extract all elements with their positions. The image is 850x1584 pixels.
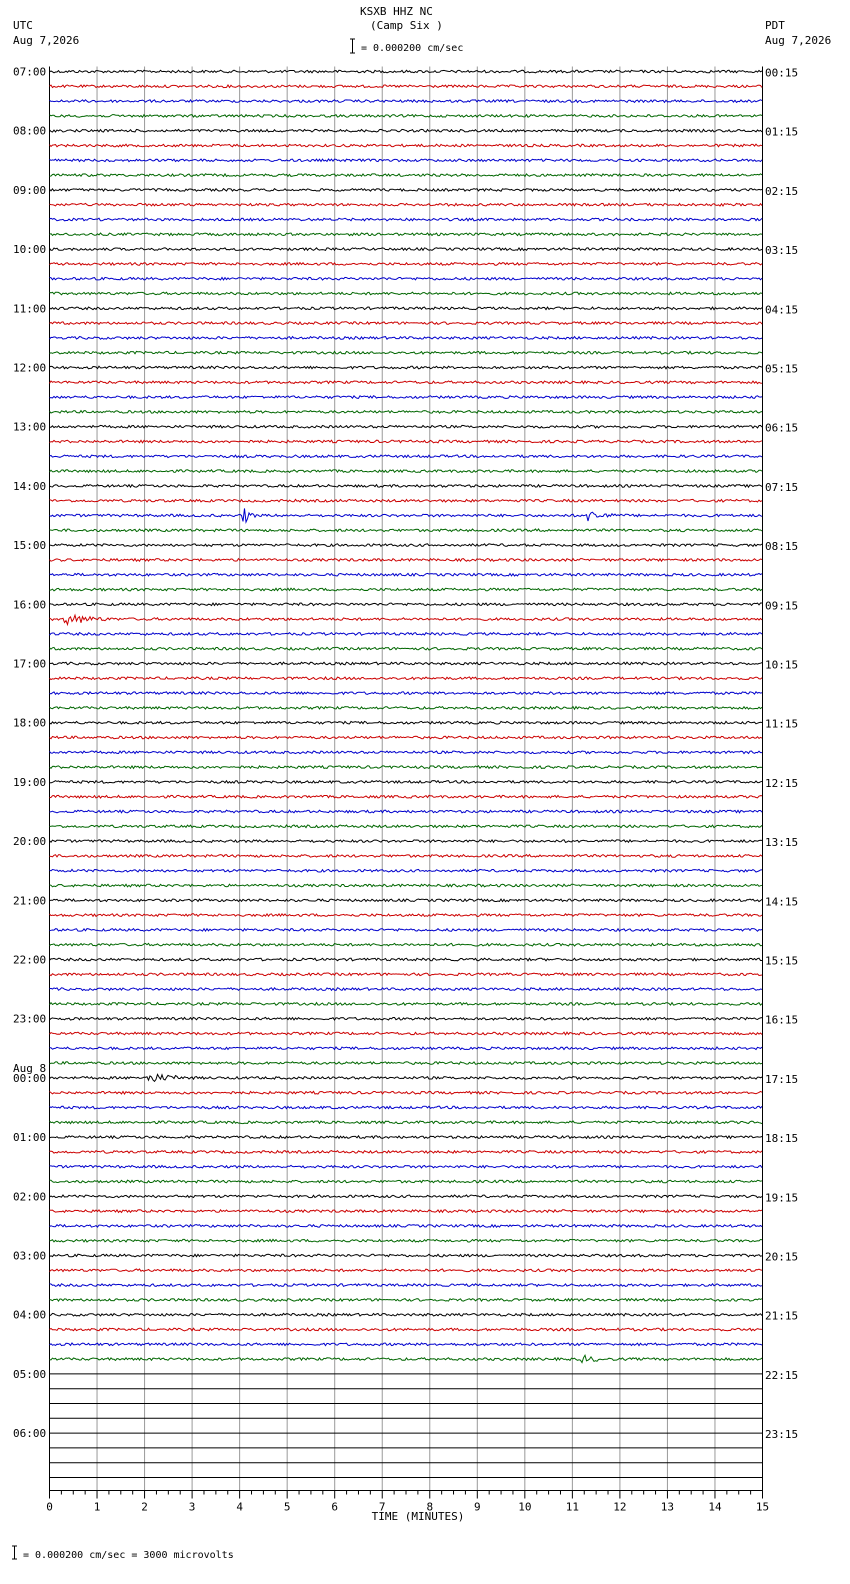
calibration-label: = 0.000200 cm/sec = 3000 microvolts: [23, 1550, 234, 1561]
utc-hour-label: 15:00: [13, 539, 47, 553]
seismic-trace: [50, 1003, 763, 1006]
x-tick-label: 12: [613, 1500, 627, 1514]
seismic-trace: [50, 485, 763, 488]
utc-hour-label: 16:00: [13, 598, 47, 612]
seismic-trace: [50, 529, 763, 532]
utc-hour-label: 18:00: [13, 716, 47, 730]
seismic-trace: [50, 100, 763, 103]
x-tick-label: 9: [473, 1500, 481, 1514]
seismic-trace: [50, 1047, 763, 1050]
pdt-hour-label: 13:15: [765, 836, 799, 850]
seismic-trace: [50, 396, 763, 399]
right-date: Aug 7,2026: [765, 34, 832, 47]
seismic-trace: [50, 508, 763, 522]
left-timezone: UTC: [13, 19, 33, 32]
utc-hour-label: 17:00: [13, 657, 47, 671]
x-tick-label: 0: [46, 1500, 53, 1514]
pdt-hour-label: 16:15: [765, 1013, 799, 1027]
seismic-trace: [50, 1299, 763, 1302]
pdt-hour-label: 04:15: [765, 303, 799, 317]
utc-hour-label: 11:00: [13, 302, 47, 316]
seismic-trace: [50, 899, 763, 902]
seismic-trace: [50, 1136, 763, 1139]
seismic-trace: [50, 1062, 763, 1065]
utc-hour-label: 03:00: [13, 1249, 47, 1263]
seismic-trace: [50, 115, 763, 118]
x-tick-label: 11: [565, 1500, 579, 1514]
seismic-trace: [50, 1032, 763, 1035]
seismic-trace: [50, 677, 763, 680]
seismic-trace: [50, 233, 763, 236]
seismic-trace: [50, 1239, 763, 1242]
pdt-hour-label: 22:15: [765, 1368, 799, 1382]
utc-hour-label: 02:00: [13, 1190, 47, 1204]
seismic-trace: [50, 411, 763, 414]
seismic-trace: [50, 588, 763, 591]
x-tick-label: 5: [283, 1500, 291, 1514]
utc-hour-label: 19:00: [13, 775, 47, 789]
seismic-trace: [50, 159, 763, 162]
seismic-trace: [50, 603, 763, 606]
x-tick-label: 8: [426, 1500, 434, 1514]
seismic-trace: [50, 721, 763, 724]
seismic-trace: [50, 1195, 763, 1198]
x-tick-label: 14: [708, 1500, 722, 1514]
seismic-trace: [50, 766, 763, 769]
seismic-trace: [50, 470, 763, 473]
seismic-trace: [50, 174, 763, 177]
x-tick-label: 2: [141, 1500, 148, 1514]
seismic-trace: [50, 795, 763, 798]
seismic-trace: [50, 129, 763, 132]
seismic-trace: [50, 366, 763, 369]
pdt-hour-label: 23:15: [765, 1428, 799, 1442]
seismic-trace: [50, 1343, 763, 1346]
seismic-trace: [50, 781, 763, 784]
seismic-trace: [50, 1284, 763, 1287]
seismic-trace: [50, 1106, 763, 1109]
site-subtitle: (Camp Six ): [370, 19, 443, 32]
seismic-trace: [50, 884, 763, 887]
utc-hour-label: 05:00: [13, 1367, 47, 1381]
x-tick-label: 10: [518, 1500, 532, 1514]
seismic-trace: [50, 455, 763, 458]
seismic-trace: [50, 425, 763, 428]
utc-hour-label: 06:00: [13, 1427, 47, 1441]
seismic-trace: [50, 810, 763, 813]
seismic-trace: [50, 381, 763, 384]
x-tick-label: 4: [236, 1500, 243, 1514]
seismic-trace: [50, 440, 763, 443]
seismic-trace: [50, 559, 763, 562]
seismic-trace: [50, 1328, 763, 1331]
utc-hour-label: 13:00: [13, 420, 47, 434]
utc-hour-label: 22:00: [13, 953, 47, 967]
seismic-trace: [50, 988, 763, 991]
pdt-hour-label: 01:15: [765, 125, 799, 139]
utc-hour-label: 09:00: [13, 183, 47, 197]
seismic-trace: [50, 692, 763, 695]
date-change-label: Aug 8: [13, 1062, 47, 1075]
seismic-trace: [50, 647, 763, 650]
pdt-hour-label: 07:15: [765, 480, 799, 494]
x-tick-label: 6: [331, 1500, 339, 1514]
seismic-trace: [50, 1210, 763, 1213]
pdt-hour-label: 14:15: [765, 895, 799, 909]
pdt-hour-label: 17:15: [765, 1072, 799, 1086]
pdt-hour-label: 00:15: [765, 66, 799, 80]
pdt-hour-label: 09:15: [765, 599, 799, 613]
seismic-trace: [50, 144, 763, 147]
seismic-trace: [50, 1269, 763, 1272]
x-tick-label: 7: [378, 1500, 386, 1514]
utc-hour-label: 12:00: [13, 361, 47, 375]
utc-hour-label: 14:00: [13, 479, 47, 493]
seismic-trace: [50, 973, 763, 976]
seismic-trace: [50, 499, 763, 502]
pdt-hour-label: 11:15: [765, 717, 799, 731]
pdt-hour-label: 10:15: [765, 658, 799, 672]
seismic-trace: [50, 943, 763, 946]
x-tick-label: 3: [188, 1500, 196, 1514]
station-title: KSXB HHZ NC: [360, 5, 433, 18]
seismic-trace: [50, 1165, 763, 1168]
seismic-trace: [50, 1180, 763, 1183]
seismic-trace: [50, 869, 763, 872]
seismic-trace: [50, 1151, 763, 1154]
seismic-trace: [50, 825, 763, 828]
scale-label: = 0.000200 cm/sec: [361, 43, 464, 54]
seismic-trace: [50, 544, 763, 547]
seismic-trace: [50, 633, 763, 636]
seismic-trace: [50, 218, 763, 221]
seismic-trace: [50, 751, 763, 754]
pdt-hour-label: 15:15: [765, 954, 799, 968]
seismic-trace: [50, 855, 763, 858]
utc-hour-label: 01:00: [13, 1131, 47, 1145]
seismic-trace: [50, 929, 763, 932]
seismic-trace: [50, 203, 763, 206]
pdt-hour-label: 06:15: [765, 421, 799, 435]
seismic-trace: [50, 307, 763, 310]
seismic-trace: [50, 662, 763, 665]
seismic-trace: [50, 914, 763, 917]
seismic-trace: [50, 248, 763, 251]
seismic-trace: [50, 85, 763, 88]
seismic-trace: [50, 573, 763, 576]
left-date: Aug 7,2026: [13, 34, 80, 47]
pdt-hour-label: 18:15: [765, 1132, 799, 1146]
seismic-trace: [50, 1225, 763, 1228]
seismic-trace: [50, 736, 763, 739]
pdt-hour-label: 20:15: [765, 1250, 799, 1264]
seismic-trace: [50, 615, 763, 624]
seismic-trace: [50, 292, 763, 295]
utc-hour-label: 04:00: [13, 1308, 47, 1322]
seismic-trace: [50, 1074, 763, 1081]
seismic-trace: [50, 1121, 763, 1124]
utc-hour-label: 21:00: [13, 894, 47, 908]
seismic-trace: [50, 189, 763, 192]
x-tick-label: 13: [660, 1500, 675, 1514]
utc-hour-label: 10:00: [13, 243, 47, 257]
pdt-hour-label: 05:15: [765, 362, 799, 376]
seismic-trace: [50, 1091, 763, 1094]
utc-hour-label: 00:00: [13, 1071, 47, 1085]
utc-hour-label: 08:00: [13, 124, 47, 138]
seismic-trace: [50, 322, 763, 325]
seismic-trace: [50, 840, 763, 843]
pdt-hour-label: 12:15: [765, 776, 799, 790]
pdt-hour-label: 02:15: [765, 184, 799, 198]
pdt-hour-label: 19:15: [765, 1191, 799, 1205]
pdt-hour-label: 03:15: [765, 244, 799, 258]
seismic-trace: [50, 263, 763, 266]
seismic-trace: [50, 1017, 763, 1020]
seismic-trace: [50, 1254, 763, 1257]
seismic-trace: [50, 1355, 763, 1362]
right-timezone: PDT: [765, 19, 785, 32]
x-tick-label: 1: [93, 1500, 101, 1514]
x-axis-label: TIME (MINUTES): [371, 1510, 465, 1523]
pdt-hour-label: 21:15: [765, 1309, 799, 1323]
seismic-trace: [50, 337, 763, 340]
seismic-trace: [50, 277, 763, 280]
x-tick-label: 15: [755, 1500, 770, 1514]
seismic-trace: [50, 707, 763, 710]
seismic-trace: [50, 70, 763, 73]
utc-hour-label: 20:00: [13, 835, 47, 849]
seismic-trace: [50, 351, 763, 354]
utc-hour-label: 07:00: [13, 65, 47, 79]
utc-hour-label: 23:00: [13, 1012, 47, 1026]
seismic-trace: [50, 958, 763, 961]
seismic-trace: [50, 1313, 763, 1316]
pdt-hour-label: 08:15: [765, 540, 799, 554]
